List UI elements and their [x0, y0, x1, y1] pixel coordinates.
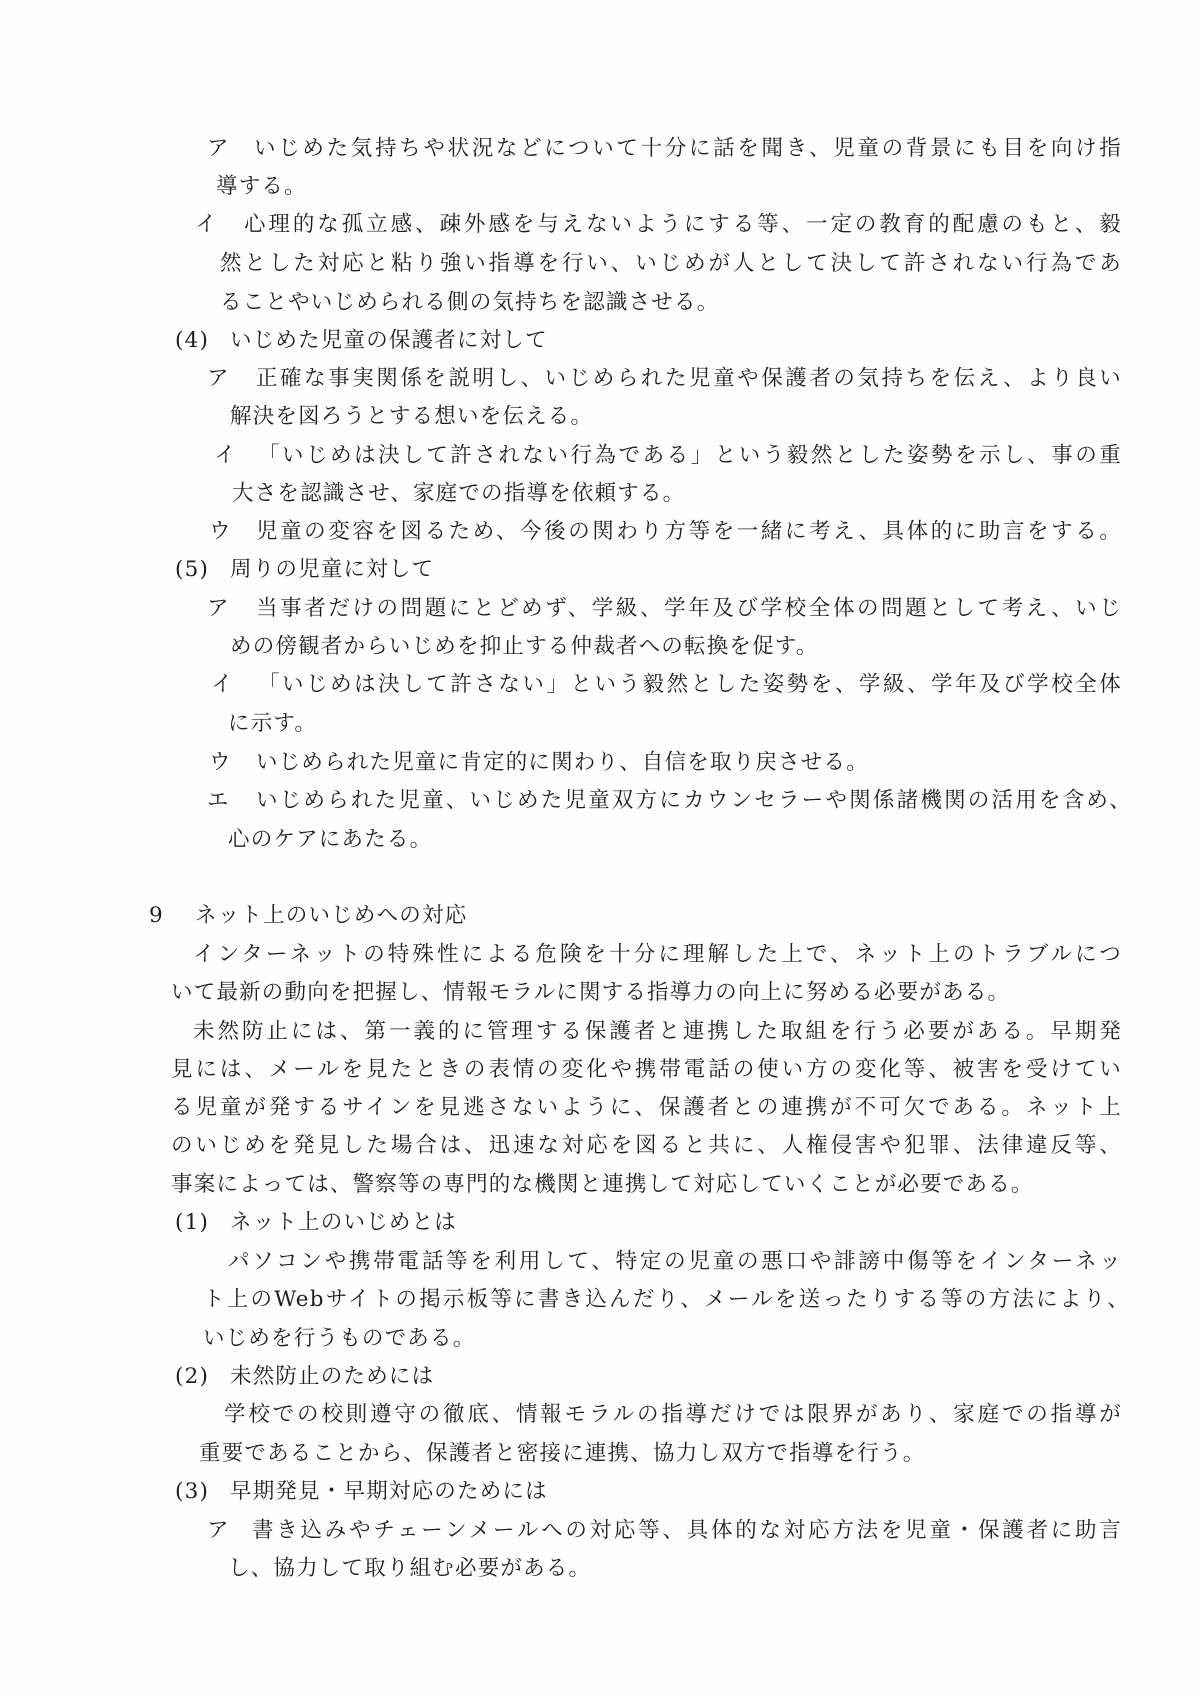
item-marker: イ [195, 212, 218, 237]
paragraph-line: 見には、メールを見たときの表情の変化や携帯電話の使い方の変化等、被害を受けてい [171, 1057, 1122, 1082]
paragraph-line: パソコンや携帯電話等を利用して、特定の児童の悪口や誹謗中傷等をインターネッ [228, 1249, 1122, 1274]
paragraph-line: ト上のWebサイトの掲示板等に書き込んだり、メールを送ったりする等の方法により、 [203, 1287, 1130, 1312]
item-text-continued: ることやいじめられる側の気持ちを認識させる。 [220, 290, 720, 315]
paragraph-line: いて最新の動向を把握し、情報モラルに関する指導力の向上に努める必要がある。 [171, 980, 1011, 1005]
item-text: 当事者だけの問題にとどめず、学級、学年及び学校全体の問題として考え、いじ [256, 596, 1122, 621]
item-marker: ウ [209, 519, 232, 544]
subsection-number: (4) [175, 328, 210, 353]
item-text: 「いじめは決して許されない行為である」という毅然とした姿勢を示し、事の重 [258, 443, 1122, 468]
item-marker: エ [207, 788, 230, 813]
subsection-heading: ネット上のいじめとは [230, 1210, 458, 1235]
item-marker: ア [207, 1518, 230, 1543]
item-text-continued: 大さを認識させ、家庭での指導を依頼する。 [232, 481, 686, 506]
subsection-number: (3) [175, 1479, 210, 1504]
item-text: 正確な事実関係を説明し、いじめられた児童や保護者の気持ちを伝え、より良い [256, 366, 1122, 391]
item-text: 児童の変容を図るため、今後の関わり方等を一緒に考え、具体的に助言をする。 [256, 519, 1122, 544]
item-text-continued: 解決を図ろうとする想いを伝える。 [230, 404, 594, 429]
paragraph-line: インターネットの特殊性による危険を十分に理解した上で、ネット上のトラブルにつ [193, 942, 1122, 967]
item-marker: ア [207, 136, 230, 161]
item-text: 書き込みやチェーンメールへの対応等、具体的な対応方法を児童・保護者に助言 [252, 1518, 1122, 1543]
subsection-number: (5) [175, 557, 210, 582]
item-text-continued: に示す。 [228, 711, 318, 736]
paragraph-line: 事案によっては、警察等の専門的な機関と連携して対応していくことが必要である。 [171, 1172, 1034, 1197]
item-text: いじめられた児童、いじめた児童双方にカウンセラーや関係諸機関の活用を含め、 [256, 788, 1132, 813]
item-text-continued: 心のケアにあたる。 [228, 827, 433, 852]
item-marker: ウ [209, 750, 232, 775]
subsection-heading: いじめた児童の保護者に対して [230, 328, 548, 353]
section-number: 9 [149, 903, 164, 928]
paragraph-line: いじめを行うものである。 [203, 1326, 476, 1351]
paragraph-line: る児童が発するサインを見逃さないように、保護者との連携が不可欠である。ネット上 [171, 1095, 1122, 1120]
item-text: 「いじめは決して許さない」という毅然とした姿勢を、学級、学年及び学校全体 [258, 672, 1122, 697]
item-text-continued: し、協力して取り組む必要がある。 [228, 1556, 592, 1581]
item-text-continued: 然とした対応と粘り強い指導を行い、いじめが人として決して許されない行為であ [220, 251, 1122, 276]
item-marker: イ [214, 443, 237, 468]
item-marker: ア [207, 596, 230, 621]
paragraph-line: 未然防止には、第一義的に管理する保護者と連携した取組を行う必要がある。早期発 [193, 1019, 1122, 1044]
item-text: 心理的な孤立感、疎外感を与えないようにする等、一定の教育的配慮のもと、毅 [244, 212, 1122, 237]
item-marker: イ [211, 672, 234, 697]
paragraph-line: のいじめを発見した場合は、迅速な対応を図ると共に、人権侵害や犯罪、法律違反等、 [171, 1133, 1122, 1158]
subsection-number: (2) [175, 1364, 210, 1389]
subsection-heading: 未然防止のためには [230, 1364, 435, 1389]
paragraph-line: 学校での校則遵守の徹底、情報モラルの指導だけでは限界があり、家庭での指導が [224, 1402, 1122, 1427]
item-marker: ア [207, 366, 230, 391]
item-text-continued: めの傍観者からいじめを抑止する仲裁者への転換を促す。 [230, 634, 819, 659]
section-title: ネット上のいじめへの対応 [195, 903, 468, 928]
item-text: いじめられた児童に肯定的に関わり、自信を取り戻させる。 [256, 750, 869, 775]
item-text-continued: 導する。 [216, 174, 307, 199]
subsection-number: (1) [175, 1210, 210, 1235]
subsection-heading: 周りの児童に対して [230, 557, 435, 582]
item-text: いじめた気持ちや状況などについて十分に話を聞き、児童の背景にも目を向け指 [254, 136, 1122, 161]
subsection-heading: 早期発見・早期対応のためには [230, 1479, 548, 1504]
paragraph-line: 重要であることから、保護者と密接に連携、協力し双方で指導を行う。 [199, 1441, 926, 1466]
